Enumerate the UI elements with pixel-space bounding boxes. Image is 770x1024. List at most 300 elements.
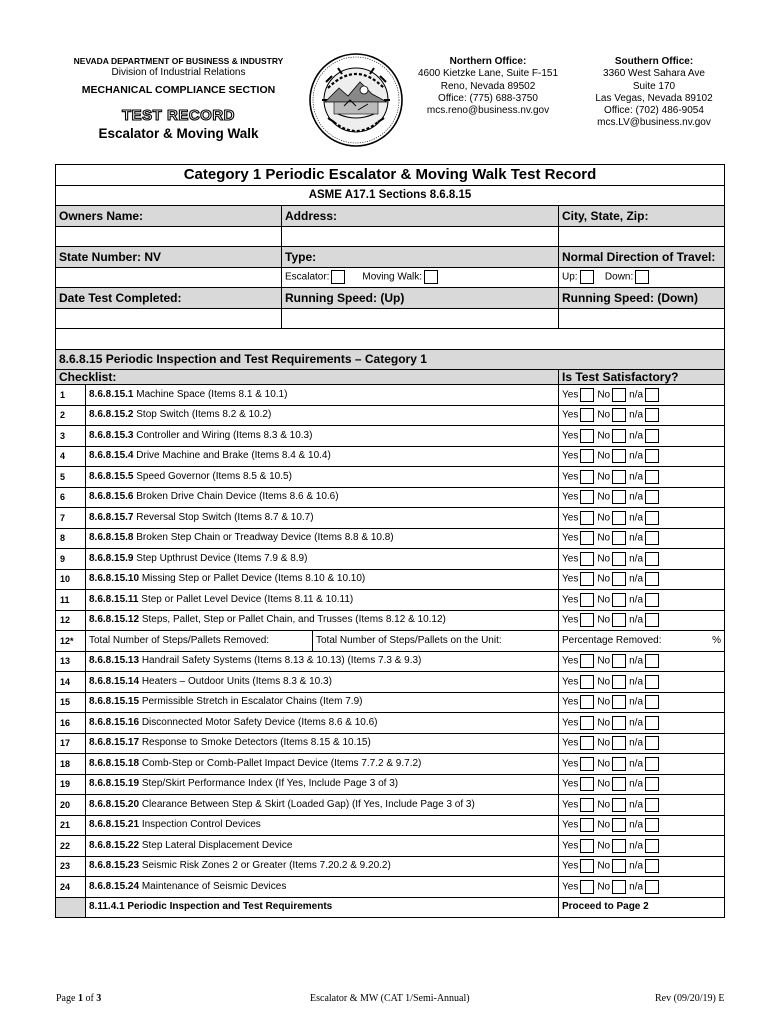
na-checkbox[interactable]: [645, 675, 659, 689]
yes-checkbox[interactable]: [580, 716, 594, 730]
item-number: 17: [56, 733, 86, 754]
checklist-item: [86, 508, 559, 529]
result-options: [559, 795, 725, 816]
moving-walk-checkbox[interactable]: [424, 270, 438, 284]
no-label: No: [597, 614, 611, 626]
state-number-label: State Number: NV: [56, 247, 282, 268]
na-checkbox[interactable]: [645, 552, 659, 566]
result-options: [559, 672, 725, 693]
escalator-label: Escalator:: [285, 271, 330, 283]
southern-office-email[interactable]: mcs.LV@business.nv.gov: [597, 117, 711, 129]
item-code: 8.6.8.15.6: [89, 491, 134, 503]
checklist-row: [56, 815, 725, 836]
no-checkbox[interactable]: [612, 552, 626, 566]
record-title: TEST RECORD: [121, 107, 235, 124]
checklist-row: [56, 446, 725, 467]
no-checkbox[interactable]: [612, 695, 626, 709]
form-subtitle: ASME A17.1 Sections 8.6.8.15: [56, 185, 725, 206]
item-code: 8.6.8.15.13: [89, 655, 140, 667]
spacer-row: [56, 329, 725, 350]
na-label: n/a: [629, 491, 644, 503]
na-label: n/a: [629, 696, 644, 708]
yes-label: Yes: [562, 614, 579, 626]
checklist-row: [56, 713, 725, 734]
yes-checkbox[interactable]: [580, 552, 594, 566]
na-label: n/a: [629, 778, 644, 790]
yes-checkbox[interactable]: [580, 675, 594, 689]
yes-checkbox[interactable]: [580, 388, 594, 402]
item-description: Stop Switch (Items 8.2 & 10.2): [136, 409, 272, 421]
item-description: Comb-Step or Comb-Pallet Impact Device (Items 7.7.2 & 9.7.2): [141, 757, 422, 769]
page-prefix: Page: [56, 993, 76, 1004]
item-number: 12*: [56, 631, 86, 652]
item-code: 8.6.8.15.21: [89, 819, 140, 831]
na-checkbox[interactable]: [645, 572, 659, 586]
checklist-items: [56, 385, 725, 631]
no-checkbox[interactable]: [612, 839, 626, 853]
na-checkbox[interactable]: [645, 798, 659, 812]
yes-label: Yes: [562, 717, 579, 729]
result-options: [559, 528, 725, 549]
no-checkbox[interactable]: [612, 388, 626, 402]
type-label: Type:: [282, 247, 559, 268]
na-checkbox[interactable]: [645, 613, 659, 627]
yes-checkbox[interactable]: [580, 818, 594, 832]
date-test-label: Date Test Completed:: [56, 288, 282, 309]
na-checkbox[interactable]: [645, 470, 659, 484]
percentage-removed-label: Percentage Removed:: [562, 634, 662, 646]
no-label: No: [597, 737, 611, 749]
form-title: Category 1 Periodic Escalator & Moving Walk Test Record: [56, 165, 725, 186]
no-checkbox[interactable]: [612, 716, 626, 730]
yes-label: Yes: [562, 573, 579, 585]
checklist-item: [86, 877, 559, 898]
na-label: n/a: [629, 655, 644, 667]
yes-checkbox[interactable]: [580, 490, 594, 504]
yes-checkbox[interactable]: [580, 613, 594, 627]
result-options: [559, 815, 725, 836]
na-label: n/a: [629, 553, 644, 565]
southern-office-address: 3360 West Sahara Ave: [603, 68, 705, 80]
checklist-item: [86, 569, 559, 590]
page-number: [56, 993, 101, 1004]
item-code: 8.6.8.15.17: [89, 737, 140, 749]
yes-label: Yes: [562, 881, 579, 893]
result-options: [559, 590, 725, 611]
na-checkbox[interactable]: [645, 695, 659, 709]
na-checkbox[interactable]: [645, 757, 659, 771]
checklist-item: [86, 672, 559, 693]
na-checkbox[interactable]: [645, 880, 659, 894]
satisfactory-label: Is Test Satisfactory?: [559, 370, 725, 385]
item-number: 23: [56, 856, 86, 877]
state-seal-icon: [308, 52, 404, 148]
escalator-checkbox[interactable]: [331, 270, 345, 284]
na-label: n/a: [629, 471, 644, 483]
no-checkbox[interactable]: [612, 470, 626, 484]
checklist-item: [86, 487, 559, 508]
speed-up-field[interactable]: [282, 308, 559, 329]
na-checkbox[interactable]: [645, 736, 659, 750]
page-total: 3: [96, 993, 102, 1004]
no-checkbox[interactable]: [612, 818, 626, 832]
checklist-row: [56, 651, 725, 672]
item-number: 4: [56, 446, 86, 467]
no-checkbox[interactable]: [612, 511, 626, 525]
na-checkbox[interactable]: [645, 490, 659, 504]
result-options: [559, 754, 725, 775]
direction-options: [559, 267, 725, 288]
southern-office-suite: Suite 170: [632, 80, 676, 92]
item-number: 9: [56, 549, 86, 570]
owners-name-field[interactable]: [56, 226, 282, 247]
result-options: [559, 385, 725, 406]
yes-label: Yes: [562, 799, 579, 811]
city-state-zip-field[interactable]: [559, 226, 725, 247]
checklist-row: [56, 528, 725, 549]
steps-removed-label[interactable]: Total Number of Steps/Pallets Removed:: [86, 631, 313, 652]
no-checkbox[interactable]: [612, 859, 626, 873]
item-description: Step Lateral Displacement Device: [141, 839, 293, 851]
checklist-row: [56, 692, 725, 713]
item-code: 8.6.8.15.9: [89, 552, 134, 564]
na-label: n/a: [629, 450, 644, 462]
checklist-row: [56, 754, 725, 775]
na-label: n/a: [629, 532, 644, 544]
address-field[interactable]: [282, 226, 559, 247]
result-options: [559, 426, 725, 447]
item-description: Steps, Pallet, Step or Pallet Chain, and Trusses (Items 8.12 & 10.12): [141, 614, 446, 626]
southern-office-title: Southern Office:: [614, 56, 694, 67]
item-code: 8.6.8.15.2: [89, 409, 134, 421]
northern-office-phone: Office: (775) 688-3750: [438, 92, 538, 104]
yes-label: Yes: [562, 430, 579, 442]
item-number: 24: [56, 877, 86, 898]
no-label: No: [597, 389, 611, 401]
na-label: n/a: [629, 614, 644, 626]
checklist-item: [86, 590, 559, 611]
no-label: No: [597, 881, 611, 893]
item-description: Disconnected Motor Safety Device (Items 8.6 & 10.6): [141, 716, 378, 728]
na-checkbox[interactable]: [645, 429, 659, 443]
department-name: NEVADA DEPARTMENT OF BUSINESS & INDUSTRY: [73, 56, 284, 66]
checklist-item: [86, 549, 559, 570]
item-code: 8.6.8.15.4: [89, 450, 134, 462]
na-checkbox[interactable]: [645, 449, 659, 463]
item-number: 2: [56, 405, 86, 426]
item-code: 8.6.8.15.16: [89, 716, 140, 728]
address-label: Address:: [282, 206, 559, 227]
up-label: Up:: [562, 271, 578, 283]
yes-checkbox[interactable]: [580, 880, 594, 894]
result-options: [559, 692, 725, 713]
na-label: n/a: [629, 758, 644, 770]
moving-walk-label: Moving Walk:: [362, 271, 423, 283]
yes-label: Yes: [562, 594, 579, 606]
checklist-item: [86, 815, 559, 836]
no-label: No: [597, 819, 611, 831]
proceed-to-page-2: Proceed to Page 2: [559, 897, 725, 918]
item-number: 11: [56, 590, 86, 611]
agency-header: [56, 56, 301, 142]
yes-checkbox[interactable]: [580, 695, 594, 709]
yes-label: Yes: [562, 778, 579, 790]
checklist-item: [86, 446, 559, 467]
no-label: No: [597, 860, 611, 872]
na-checkbox[interactable]: [645, 388, 659, 402]
no-label: No: [597, 655, 611, 667]
checklist-row: [56, 774, 725, 795]
na-checkbox[interactable]: [645, 716, 659, 730]
yes-label: Yes: [562, 819, 579, 831]
no-label: No: [597, 573, 611, 585]
result-options: [559, 508, 725, 529]
result-options: [559, 856, 725, 877]
steps-removed-row: [56, 631, 725, 652]
no-label: No: [597, 594, 611, 606]
checklist-row: [56, 426, 725, 447]
na-label: n/a: [629, 737, 644, 749]
na-checkbox[interactable]: [645, 818, 659, 832]
na-checkbox[interactable]: [645, 593, 659, 607]
item-description: Machine Space (Items 8.1 & 10.1): [136, 388, 288, 400]
yes-label: Yes: [562, 676, 579, 688]
no-checkbox[interactable]: [612, 429, 626, 443]
checklist-row: [56, 569, 725, 590]
city-state-zip-label: City, State, Zip:: [559, 206, 725, 227]
checklist-row: [56, 795, 725, 816]
date-test-field[interactable]: [56, 308, 282, 329]
page-current: 1: [77, 993, 83, 1004]
item-description: Clearance Between Step & Skirt (Loaded Gap) (If Yes, Include Page 3 of 3): [141, 798, 475, 810]
checklist-item: [86, 774, 559, 795]
result-options: [559, 733, 725, 754]
no-label: No: [597, 512, 611, 524]
no-checkbox[interactable]: [612, 490, 626, 504]
no-label: No: [597, 471, 611, 483]
no-label: No: [597, 491, 611, 503]
item-number: 22: [56, 836, 86, 857]
checklist-item: [86, 692, 559, 713]
yes-label: Yes: [562, 553, 579, 565]
yes-checkbox[interactable]: [580, 859, 594, 873]
yes-label: Yes: [562, 512, 579, 524]
yes-checkbox[interactable]: [580, 736, 594, 750]
section-name: MECHANICAL COMPLIANCE SECTION: [81, 84, 276, 96]
checklist-row: [56, 405, 725, 426]
na-checkbox[interactable]: [645, 654, 659, 668]
no-label: No: [597, 696, 611, 708]
footer-form-name: Escalator & MW (CAT 1/Semi-Annual): [310, 993, 470, 1004]
result-options: [559, 405, 725, 426]
no-label: No: [597, 532, 611, 544]
item-description: Reversal Stop Switch (Items 8.7 & 10.7): [136, 511, 314, 523]
southern-office-phone: Office: (702) 486-9054: [604, 105, 704, 117]
checklist-row: [56, 610, 725, 631]
yes-checkbox[interactable]: [580, 777, 594, 791]
no-checkbox[interactable]: [612, 531, 626, 545]
item-description: Step/Skirt Performance Index (If Yes, Include Page 3 of 3): [141, 778, 399, 790]
down-label: Down:: [604, 271, 634, 283]
percent-sign: %: [712, 634, 721, 646]
steps-total-label[interactable]: Total Number of Steps/Pallets on the Unit:: [313, 631, 559, 652]
result-options: [559, 487, 725, 508]
test-record-form: [55, 164, 725, 918]
item-number: 5: [56, 467, 86, 488]
no-checkbox[interactable]: [612, 798, 626, 812]
na-checkbox[interactable]: [645, 511, 659, 525]
item-description: Heaters – Outdoor Units (Items 8.3 & 10.3): [141, 675, 332, 687]
na-label: n/a: [629, 573, 644, 585]
checklist-item: [86, 385, 559, 406]
speed-up-label: Running Speed: (Up): [282, 288, 559, 309]
no-checkbox[interactable]: [612, 654, 626, 668]
no-label: No: [597, 778, 611, 790]
item-description: Missing Step or Pallet Device (Items 8.10 & 10.10): [141, 573, 366, 585]
percentage-removed-cell[interactable]: [559, 631, 725, 652]
checklist-row: [56, 467, 725, 488]
item-number: 16: [56, 713, 86, 734]
item-description: Handrail Safety Systems (Items 8.13 & 10.13) (Items 7.3 & 9.3): [141, 655, 422, 667]
no-checkbox[interactable]: [612, 613, 626, 627]
yes-label: Yes: [562, 409, 579, 421]
southern-office: [584, 56, 724, 130]
result-options: [559, 446, 725, 467]
no-label: No: [597, 840, 611, 852]
checklist-row: [56, 733, 725, 754]
no-checkbox[interactable]: [612, 449, 626, 463]
no-checkbox[interactable]: [612, 408, 626, 422]
no-checkbox[interactable]: [612, 736, 626, 750]
yes-checkbox[interactable]: [580, 572, 594, 586]
no-checkbox[interactable]: [612, 777, 626, 791]
yes-label: Yes: [562, 532, 579, 544]
item-description: Broken Step Chain or Treadway Device (Items 8.8 & 10.8): [136, 532, 394, 544]
na-checkbox[interactable]: [645, 531, 659, 545]
item-code: 8.6.8.15.12: [89, 614, 140, 626]
yes-checkbox[interactable]: [580, 511, 594, 525]
yes-label: Yes: [562, 655, 579, 667]
speed-down-field[interactable]: [559, 308, 725, 329]
item-description: Speed Governor (Items 8.5 & 10.5): [136, 470, 292, 482]
state-number-field[interactable]: [56, 267, 282, 288]
item-code: 8.6.8.15.14: [89, 675, 140, 687]
no-checkbox[interactable]: [612, 675, 626, 689]
down-checkbox[interactable]: [635, 270, 649, 284]
item-description: Maintenance of Seismic Devices: [141, 880, 287, 892]
checklist-item: [86, 405, 559, 426]
yes-checkbox[interactable]: [580, 757, 594, 771]
item-description: Controller and Wiring (Items 8.3 & 10.3): [136, 429, 313, 441]
item-code: 8.6.8.15.7: [89, 511, 134, 523]
item-number: 21: [56, 815, 86, 836]
item-code: 8.6.8.15.8: [89, 532, 134, 544]
item-code: 8.6.8.15.24: [89, 880, 140, 892]
yes-checkbox[interactable]: [580, 531, 594, 545]
checklist-item: [86, 754, 559, 775]
northern-office-title: Northern Office:: [449, 56, 527, 67]
footer-revision: Rev (09/20/19) E: [655, 993, 725, 1004]
speed-down-label: Running Speed: (Down): [559, 288, 725, 309]
item-code: 8.6.8.15.20: [89, 798, 140, 810]
checklist-item: [86, 467, 559, 488]
yes-checkbox[interactable]: [580, 593, 594, 607]
no-label: No: [597, 717, 611, 729]
result-options: [559, 836, 725, 857]
na-label: n/a: [629, 819, 644, 831]
yes-checkbox[interactable]: [580, 429, 594, 443]
result-options: [559, 713, 725, 734]
item-code: 8.6.8.15.5: [89, 470, 134, 482]
na-label: n/a: [629, 860, 644, 872]
yes-checkbox[interactable]: [580, 654, 594, 668]
result-options: [559, 569, 725, 590]
result-options: [559, 467, 725, 488]
checklist-row: [56, 877, 725, 898]
item-number: 12: [56, 610, 86, 631]
up-checkbox[interactable]: [580, 270, 594, 284]
na-checkbox[interactable]: [645, 408, 659, 422]
no-checkbox[interactable]: [612, 880, 626, 894]
no-checkbox[interactable]: [612, 572, 626, 586]
item-number: 8: [56, 528, 86, 549]
checklist-item: [86, 795, 559, 816]
yes-checkbox[interactable]: [580, 798, 594, 812]
item-number: 13: [56, 651, 86, 672]
na-label: n/a: [629, 840, 644, 852]
yes-checkbox[interactable]: [580, 839, 594, 853]
checklist-row: [56, 487, 725, 508]
no-checkbox[interactable]: [612, 593, 626, 607]
na-label: n/a: [629, 881, 644, 893]
no-label: No: [597, 430, 611, 442]
item-description: Step or Pallet Level Device (Items 8.11 & 10.11): [141, 593, 354, 605]
item-number: 15: [56, 692, 86, 713]
item-number: 6: [56, 487, 86, 508]
na-label: n/a: [629, 409, 644, 421]
yes-label: Yes: [562, 696, 579, 708]
northern-office-email[interactable]: mcs.reno@business.nv.gov: [426, 105, 550, 117]
item-number: 7: [56, 508, 86, 529]
yes-label: Yes: [562, 758, 579, 770]
na-label: n/a: [629, 512, 644, 524]
yes-label: Yes: [562, 737, 579, 749]
item-number: 3: [56, 426, 86, 447]
yes-checkbox[interactable]: [580, 470, 594, 484]
item-number: 20: [56, 795, 86, 816]
na-checkbox[interactable]: [645, 777, 659, 791]
na-label: n/a: [629, 676, 644, 688]
yes-checkbox[interactable]: [580, 449, 594, 463]
owners-name-label: Owners Name:: [56, 206, 282, 227]
checklist-item: [86, 856, 559, 877]
na-checkbox[interactable]: [645, 839, 659, 853]
yes-checkbox[interactable]: [580, 408, 594, 422]
yes-label: Yes: [562, 840, 579, 852]
na-checkbox[interactable]: [645, 859, 659, 873]
yes-label: Yes: [562, 450, 579, 462]
checklist-row: [56, 508, 725, 529]
item-code: 8.6.8.15.1: [89, 388, 134, 400]
northern-office-city: Reno, Nevada 89502: [440, 80, 536, 92]
checklist-row: [56, 836, 725, 857]
no-checkbox[interactable]: [612, 757, 626, 771]
no-label: No: [597, 676, 611, 688]
item-number: 19: [56, 774, 86, 795]
item-description: Inspection Control Devices: [141, 819, 261, 831]
page-of: of: [85, 993, 94, 1004]
item-number: 10: [56, 569, 86, 590]
